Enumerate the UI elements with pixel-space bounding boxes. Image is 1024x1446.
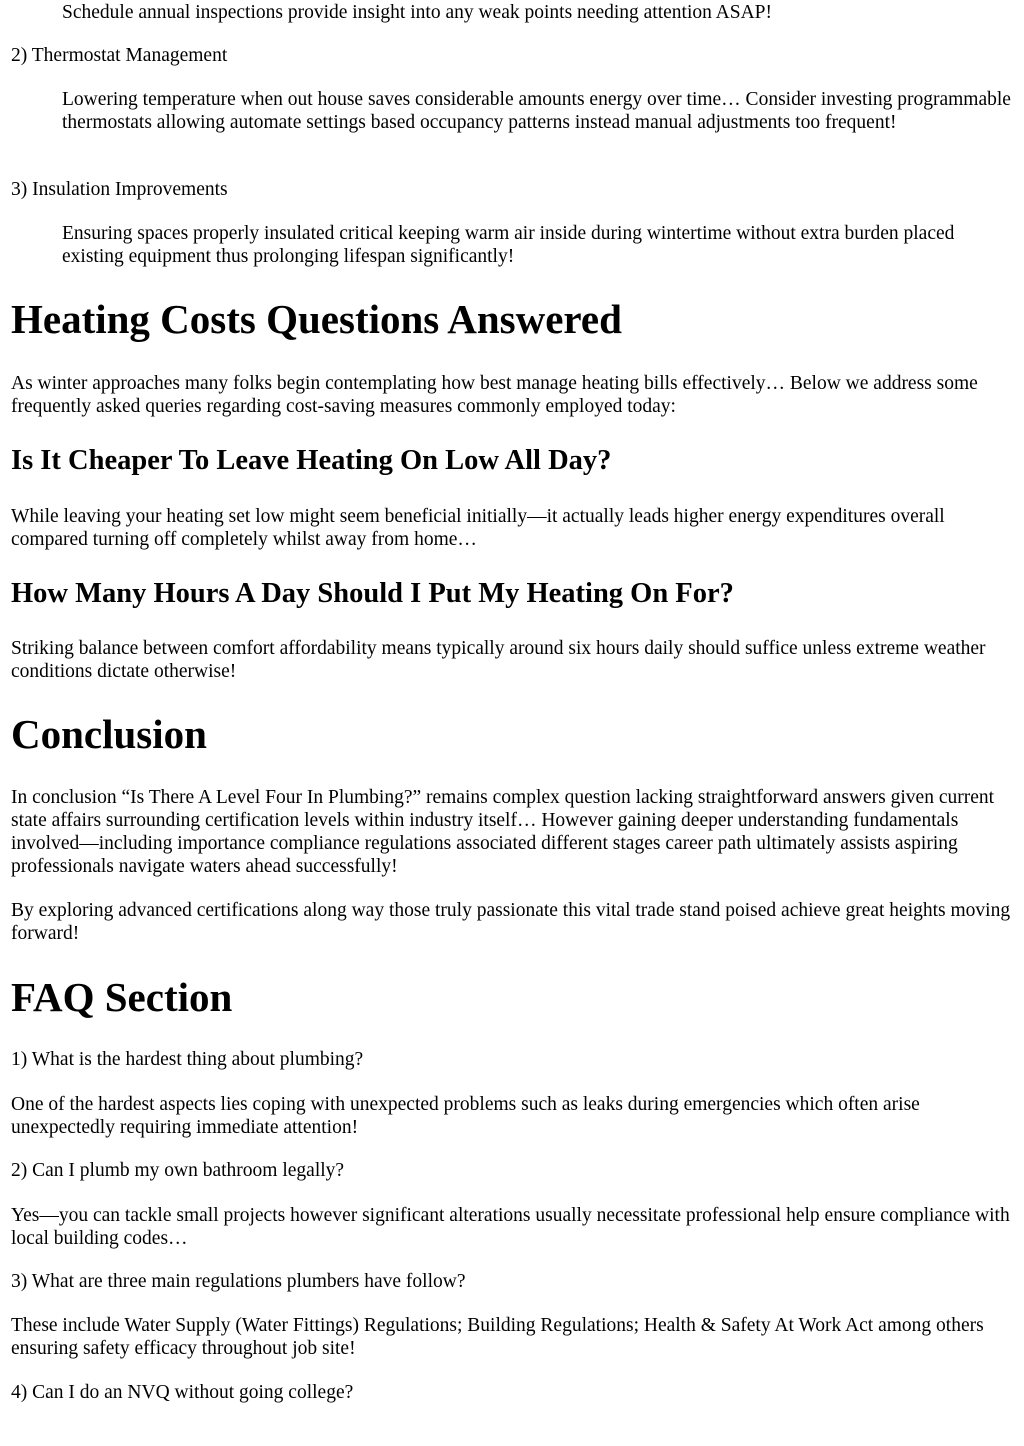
answer-2: Striking balance between comfort affordability means typically around six hours daily should suffice unless extreme weather conditions dictate otherwise! xyxy=(11,638,986,682)
conclusion-paragraph-2: By exploring advanced certifications along way those truly passionate this vital trade stand poised achieve great heights moving forward! xyxy=(11,900,1011,944)
heading-conclusion: Conclusion xyxy=(11,711,207,757)
answer-1: While leaving your heating set low might seem beneficial initially—it actually leads higher energy expenditures overall compared turning off completely whilst away from home… xyxy=(11,506,945,550)
faq-question-3: 3) What are three main regulations plumbers have follow? xyxy=(11,1271,466,1292)
list-heading-insulation: 3) Insulation Improvements xyxy=(11,179,228,200)
inspection-text: Schedule annual inspections provide insight into any weak points needing attention ASAP! xyxy=(62,2,773,23)
faq-answer-2: Yes—you can tackle small projects however significant alterations usually necessitate professional help ensure compliance with local building codes… xyxy=(11,1205,1010,1249)
faq-answer-1: One of the hardest aspects lies coping with unexpected problems such as leaks during emergencies which often arise unexpectedly requiring immediate attention! xyxy=(11,1094,920,1138)
conclusion-paragraph-1: In conclusion “Is There A Level Four In Plumbing?” remains complex question lacking straightforward answers given current state affairs surrounding certification levels within industry itself… However gaining deeper understanding fundamentals involved—including importance compliance regulations associated different stages career path ultimately assists aspiring professionals navigate waters ahead successfully! xyxy=(11,787,995,877)
faq-question-2: 2) Can I plumb my own bathroom legally? xyxy=(11,1160,345,1181)
heading-faq: FAQ Section xyxy=(11,974,233,1020)
list-heading-thermostat: 2) Thermostat Management xyxy=(11,45,228,66)
heading-heating-costs: Heating Costs Questions Answered xyxy=(11,296,622,342)
faq-question-4: 4) Can I do an NVQ without going college? xyxy=(11,1382,354,1403)
faq-answer-3: These include Water Supply (Water Fittings) Regulations; Building Regulations; Health & Safety At Work Act among others ensuring safety efficacy throughout job site! xyxy=(11,1315,984,1359)
question-heading-2: How Many Hours A Day Should I Put My Heating On For? xyxy=(11,578,734,609)
heating-intro: As winter approaches many folks begin contemplating how best manage heating bills effectively… Below we address some frequently asked queries regarding cost-saving measures commonly employed today: xyxy=(11,373,978,417)
faq-question-1: 1) What is the hardest thing about plumbing? xyxy=(11,1049,364,1070)
question-heading-1: Is It Cheaper To Leave Heating On Low All Day? xyxy=(11,445,612,476)
thermostat-text: Lowering temperature when out house saves considerable amounts energy over time… Consider investing programmable thermostats allowing automate settings based occupancy patterns instead manual adjustments too frequent! xyxy=(62,89,1011,133)
insulation-text: Ensuring spaces properly insulated critical keeping warm air inside during wintertime without extra burden placed existing equipment thus prolonging lifespan significantly! xyxy=(62,223,955,267)
